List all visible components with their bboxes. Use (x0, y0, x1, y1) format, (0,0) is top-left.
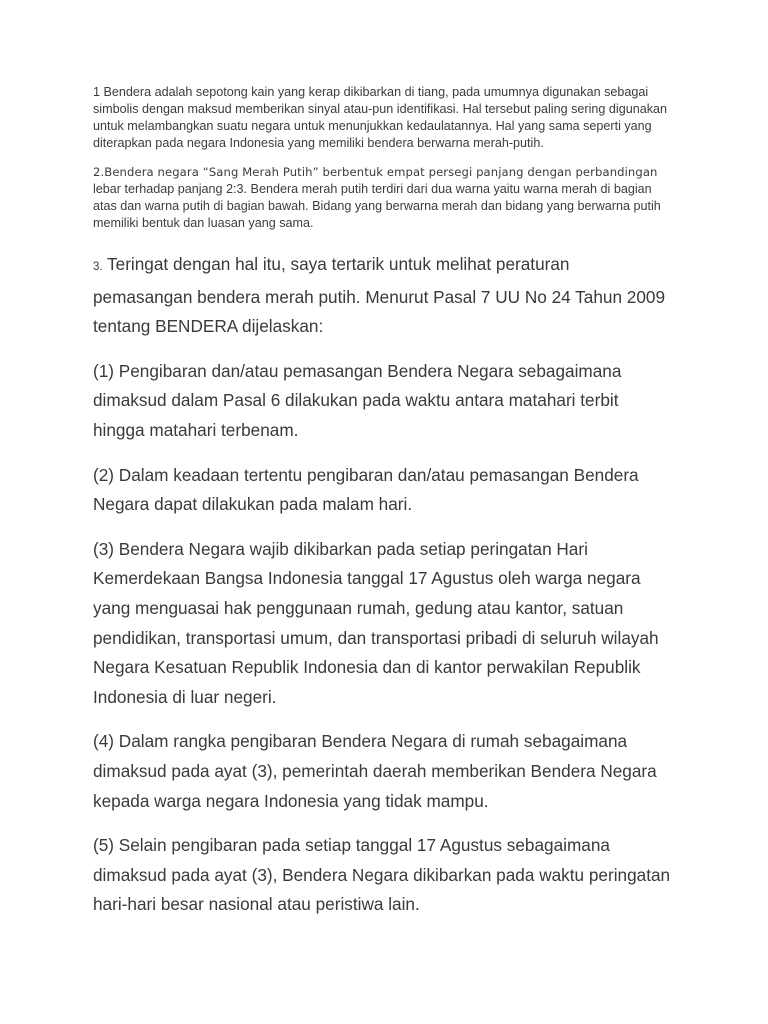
paragraph-3 (93, 250, 673, 342)
paragraph-3-text: Teringat dengan hal itu, saya tertarik untuk melihat peraturan pemasangan bendera merah putih. Menurut Pasal 7 UU No 24 Tahun 2009 tentang BENDERA dijelaskan: (93, 254, 666, 337)
paragraph-2 (93, 164, 673, 232)
article-item-1: (1) Pengibaran dan/atau pemasangan Bendera Negara sebagaimana dimaksud dalam Pasal 6 dilakukan pada waktu antara matahari terbit hingga matahari terbenam. (93, 360, 622, 440)
article-item-4: (4) Dalam rangka pengibaran Bendera Negara di rumah sebagaimana dimaksud pada ayat (3), pemerintah daerah memberikan Bendera Negara kepada warga negara Indonesia yang tidak mampu. (93, 731, 657, 811)
article-item-3: (3) Bendera Negara wajib dikibarkan pada setiap peringatan Hari Kemerdekaan Bangsa Indonesia tanggal 17 Agustus oleh warga negara yang menguasai hak penggunaan rumah, gedung atau kantor, satuan pendidikan, transportasi umum, dan transportasi pribadi di seluruh wilayah Negara Kesatuan Republik Indonesia dan di kantor perwakilan Republik Indonesia di luar negeri. (93, 538, 659, 707)
article-item-2: (2) Dalam keadaan tertentu pengibaran dan/atau pemasangan Bendera Negara dapat dilakukan pada malam hari. (93, 464, 639, 515)
article-item-5: (5) Selain pengibaran pada setiap tanggal 17 Agustus sebagaimana dimaksud pada ayat (3), Bendera Negara dikibarkan pada waktu peringatan hari-hari besar nasional atau peristiwa lain. (93, 835, 671, 915)
paragraph-3-number: 3. (93, 261, 103, 273)
paragraph-2-rest: lebar terhadap panjang 2:3. Bendera merah putih terdiri dari dua warna yaitu warna merah di bagian atas dan warna putih di bagian bawah. Bidang yang berwarna merah dan bidang yang berwarna putih memiliki bentuk dan luasan yang sama. (93, 182, 661, 230)
document-page (93, 84, 673, 935)
paragraph-1: 1 Bendera adalah sepotong kain yang kerap dikibarkan di tiang, pada umumnya digunakan sebagai simbolis dengan maksud memberikan sinyal atau-pun identifikasi. Hal tersebut paling sering digunakan untuk melambangkan suatu negara untuk menunjukkan kedaulatannya. Hal yang sama seperti yang diterapkan pada negara Indonesia yang memiliki bendera berwarna merah-putih. (93, 85, 668, 150)
paragraph-2-lead: 2.Bendera negara “Sang Merah Putih” berbentuk empat persegi panjang dengan perbandingan (93, 165, 658, 179)
